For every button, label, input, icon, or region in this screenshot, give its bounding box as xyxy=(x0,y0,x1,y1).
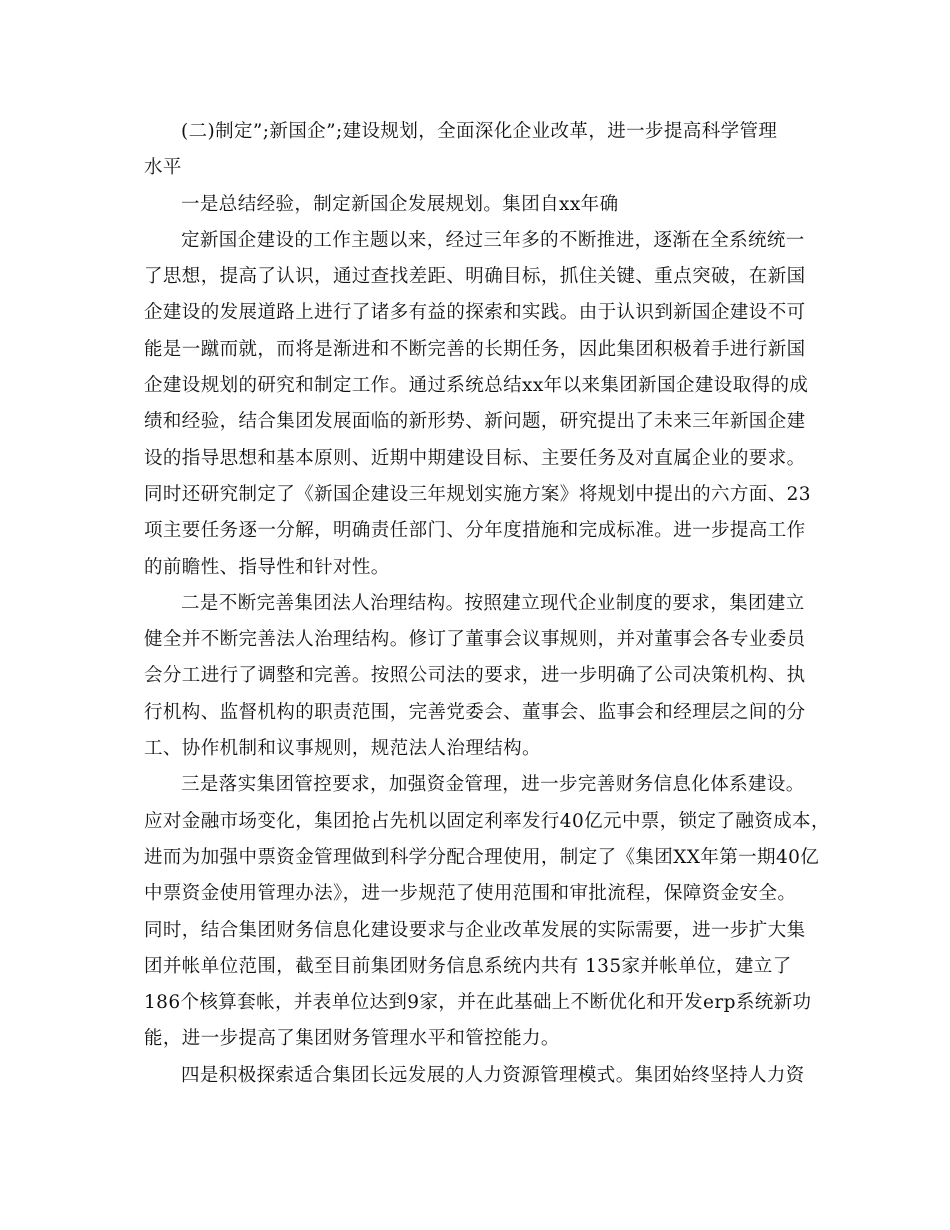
text-line: 了思想，提高了认识，通过查找差距、明确目标，抓住关键、重点突破，在新国 xyxy=(144,266,806,288)
text-line: 三是落实集团管控要求，加强资金管理，进一步完善财务信息化体系建设。 xyxy=(181,774,805,796)
text-line: 项主要任务逐一分解，明确责任部门、分年度措施和完成标准。进一步提高工作 xyxy=(144,520,806,542)
text-line: 团并帐单位范围，截至目前集团财务信息系统内共有 135家并帐单位，建立了 xyxy=(144,955,792,977)
text-line: 企建设的发展道路上进行了诸多有益的探索和实践。由于认识到新国企建设不可 xyxy=(144,302,806,324)
text-line: 设的指导思想和基本原则、近期中期建设目标、主要任务及对直属企业的要求。 xyxy=(144,447,806,469)
text-line: 进而为加强中票资金管理做到科学分配合理使用，制定了《集团XX年第一期40亿 xyxy=(144,846,820,868)
text-line: 工、协作机制和议事规则，规范法人治理结构。 xyxy=(144,738,541,760)
text-line: 中票资金使用管理办法》，进一步规范了使用范围和审批流程，保障资金安全。 xyxy=(144,883,797,905)
text-line: 应对金融市场变化，集团抢占先机以固定利率发行40亿元中票，锁定了融资成本， xyxy=(144,810,830,832)
text-line: 企建设规划的研究和制定工作。通过系统总结xx年以来集团新国企建设取得的成 xyxy=(144,375,809,397)
text-line: 绩和经验，结合集团发展面临的新形势、新问题，研究提出了未来三年新国企建 xyxy=(144,411,806,433)
text-line: 一是总结经验，制定新国企发展规划。集团自xx年确 xyxy=(181,193,619,215)
text-line: 水平 xyxy=(144,157,182,179)
text-line: 会分工进行了调整和完善。按照公司法的要求，进一步明确了公司决策机构、执 xyxy=(144,665,806,687)
text-line: 186个核算套帐，并表单位达到9家，并在此基础上不断优化和开发erp系统新功 xyxy=(144,992,812,1014)
text-line: 同时，结合集团财务信息化建设要求与企业改革发展的实际需要，进一步扩大集 xyxy=(144,919,806,941)
text-line: 的前瞻性、指导性和针对性。 xyxy=(144,556,390,578)
text-line: 同时还研究制定了《新国企建设三年规划实施方案》将规划中提出的六方面、23 xyxy=(144,483,811,505)
text-line: 健全并不断完善法人治理结构。修订了董事会议事规则，并对董事会各专业委员 xyxy=(144,629,806,651)
text-line: 定新国企建设的工作主题以来，经过三年多的不断推进，逐渐在全系统统一 xyxy=(181,229,805,251)
text-line: 能是一蹴而就，而将是渐进和不断完善的长期任务，因此集团积极着手进行新国 xyxy=(144,338,806,360)
text-line: 能，进一步提高了集团财务管理水平和管控能力。 xyxy=(144,1028,560,1050)
document-body xyxy=(144,114,830,1094)
text-line: 行机构、监督机构的职责范围，完善党委会、董事会、监事会和经理层之间的分 xyxy=(144,701,806,723)
text-line: 二是不断完善集团法人治理结构。按照建立现代企业制度的要求，集团建立 xyxy=(181,592,805,614)
text-line: (二)制定”;新国企”;建设规划，全面深化企业改革，进一步提高科学管理 xyxy=(181,121,778,142)
text-line: 四是积极探索适合集团长远发展的人力资源管理模式。集团始终坚持人力资 xyxy=(181,1064,805,1086)
